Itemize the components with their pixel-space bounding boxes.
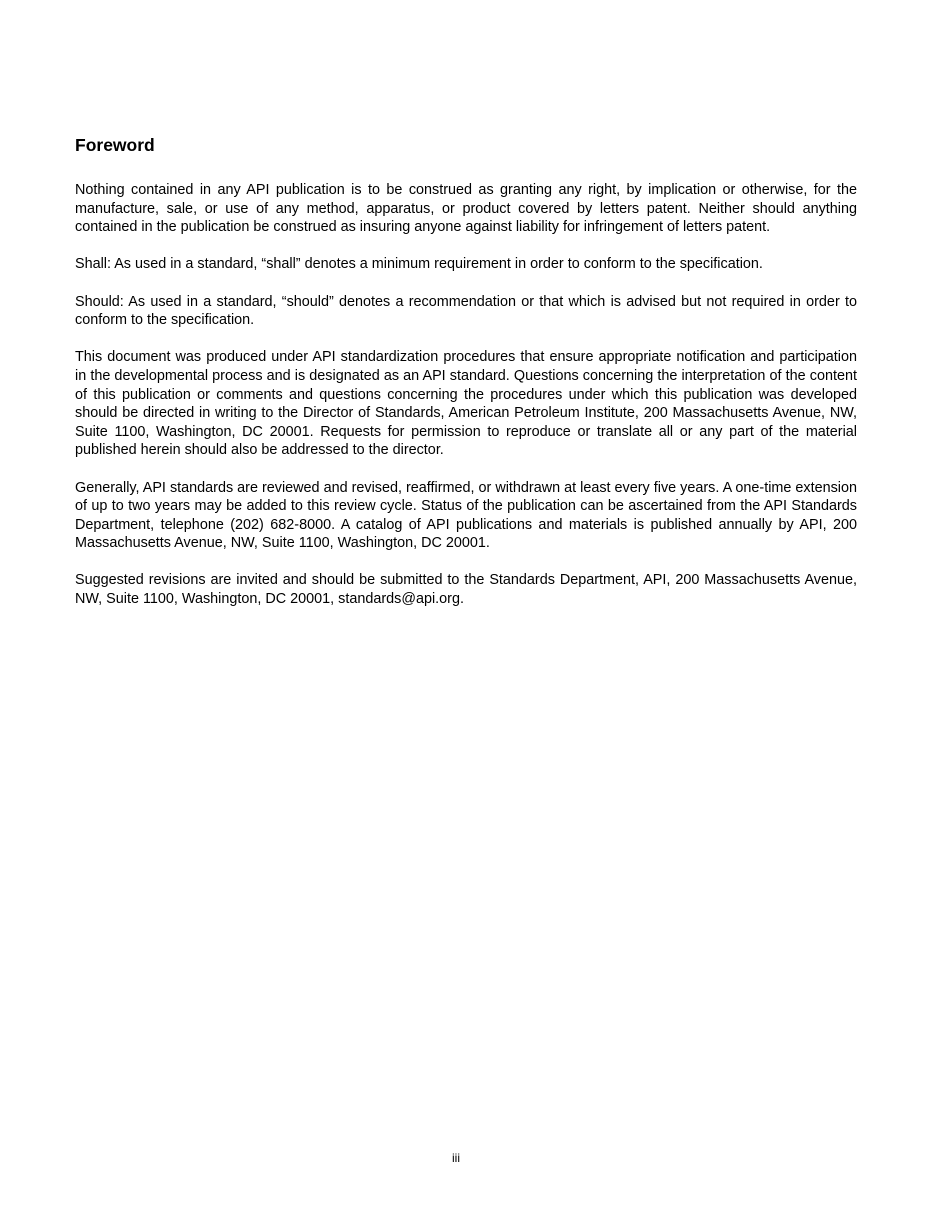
page-number: iii	[452, 1151, 460, 1165]
foreword-section	[75, 134, 857, 627]
paragraph-should-definition: Should: As used in a standard, “should” denotes a recommendation or that which is advised but not required in order to conform to the specification.	[75, 293, 857, 329]
paragraph-standardization-procedures: This document was produced under API standardization procedures that ensure appropriate notification and participation in the developmental process and is designated as an API standard. Questions concerning the interpretation of the content of this publication or comments and questions concerning the procedures under which this publication was developed should be directed in writing to the Director of Standards, American Petroleum Institute, 200 Massachusetts Avenue, NW, Suite 1100, Washington, DC 20001. Requests for permission to reproduce or translate all or any part of the material published herein should also be addressed to the director.	[75, 349, 857, 459]
page-title: Foreword	[75, 135, 155, 155]
paragraph-suggested-revisions: Suggested revisions are invited and should be submitted to the Standards Department, API, 200 Massachusetts Avenue, NW, Suite 1100, Washington, DC 20001, standards@api.org.	[75, 572, 857, 608]
paragraph-review-cycle: Generally, API standards are reviewed and revised, reaffirmed, or withdrawn at least every five years. A one-time extension of up to two years may be added to this review cycle. Status of the publication can be ascertained from the API Standards Department, telephone (202) 682-8000. A catalog of API publications and materials is published annually by API, 200 Massachusetts Avenue, NW, Suite 1100, Washington, DC 20001.	[75, 479, 857, 552]
paragraph-shall-definition: Shall: As used in a standard, “shall” denotes a minimum requirement in order to conform to the specification.	[75, 256, 763, 273]
paragraph-patent-disclaimer: Nothing contained in any API publication is to be construed as granting any right, by implication or otherwise, for the manufacture, sale, or use of any method, apparatus, or product covered by letters patent. Neither should anything contained in the publication be construed as insuring anyone against liability for infringement of letters patent.	[75, 182, 857, 236]
